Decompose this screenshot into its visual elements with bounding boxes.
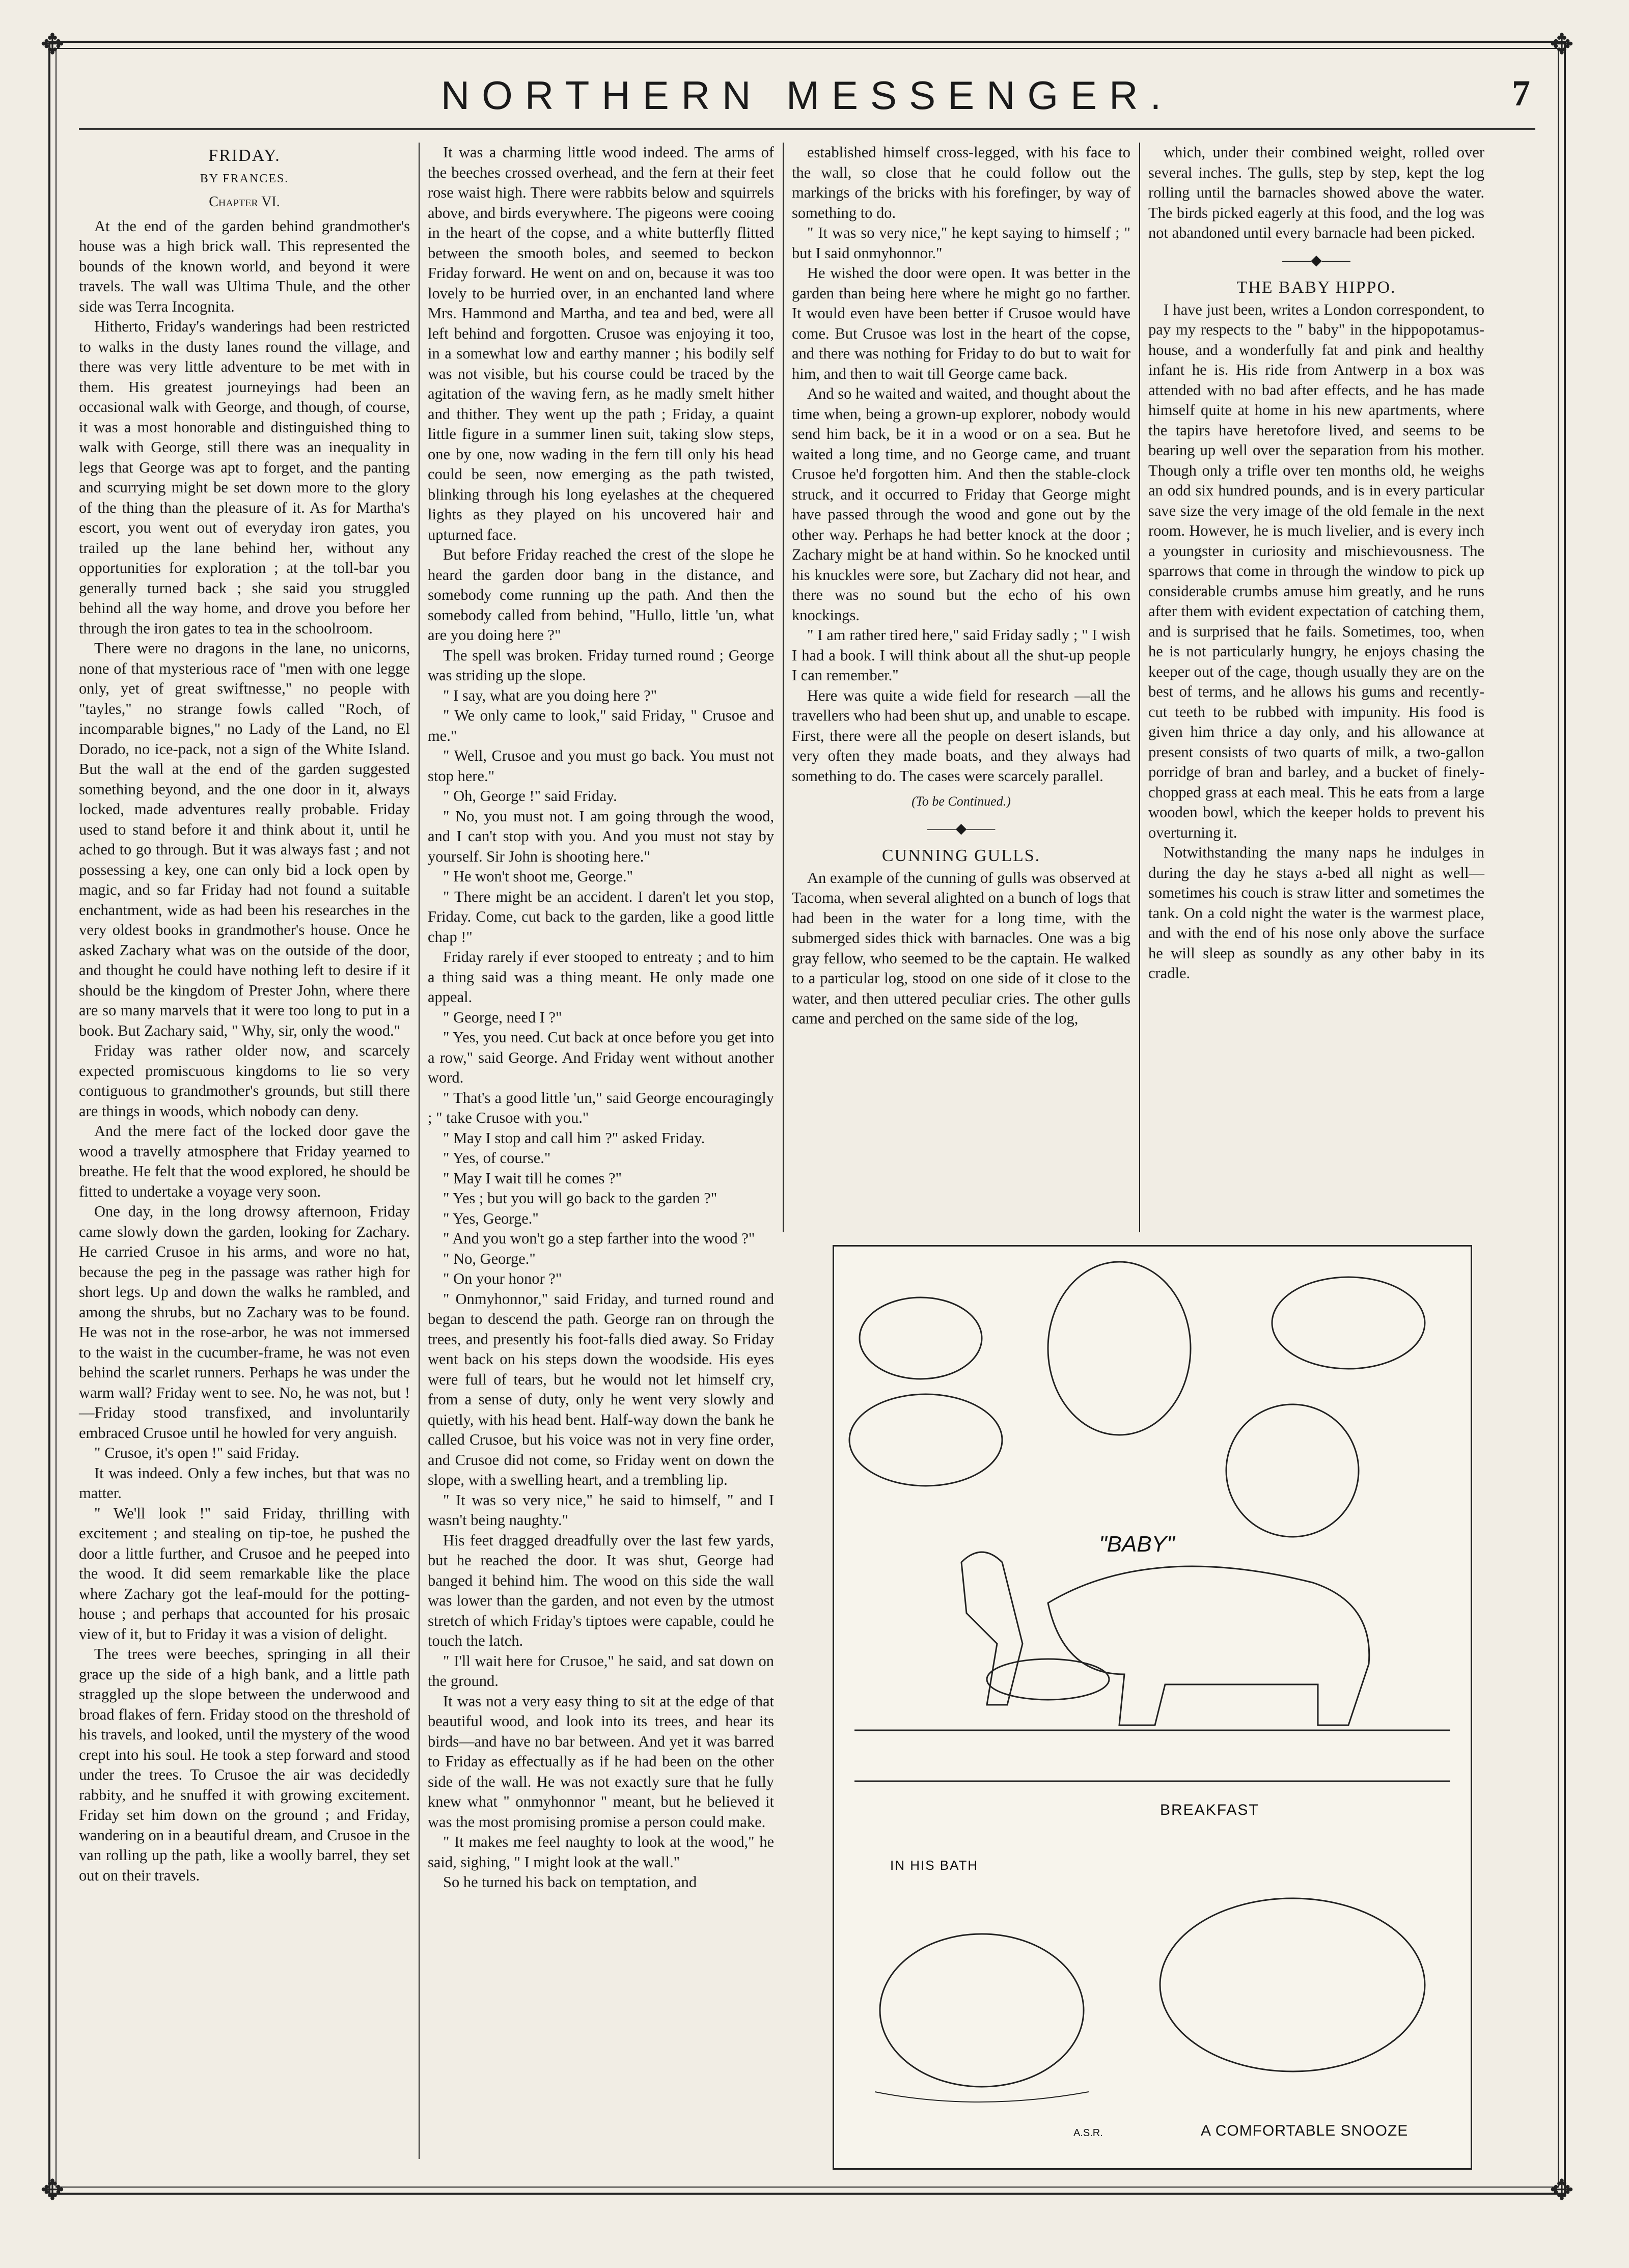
column-rule [1139,143,1140,1232]
paragraph: He wished the door were open. It was better in the garden than being here where he might go no farther. It would even have been better if Crusoe would have come. But Crusoe was lost in the heart of the copse, and there was nothing for Friday to do but to wait for him, and then to wait till George came back. [792,264,1130,382]
corner-ornament-icon: ✥ [1550,2174,1574,2207]
paragraph: " Onmyhonnor," said Friday, and turned round and began to descend the path. George ran on through the trees, and presently his foot-falls died away. So Friday went back on his steps down the woodside. His eyes were full of tears, but he would not let himself cry, from a sense of duty, only he went very slowly and quietly, with his head bent. Half-way down the bank he called Crusoe, but his voice was not in very fine order, and Crusoe did not come, so Friday went on down the slope, with a swelling heart, and a trembling lip. [428,1290,774,1488]
hippo-head-sketch [1048,1262,1191,1435]
divider-ornament-icon: ——◆—— [1282,252,1350,268]
paragraph: " Crusoe, it's open !" said Friday. [94,1444,299,1461]
paragraph: " Yes, George." [443,1209,539,1227]
paragraph: It was indeed. Only a few inches, but that was no matter. [79,1464,410,1502]
paragraph: Notwithstanding the many naps he indulges in during the day he stays a-bed all night as well—sometimes his couch is straw litter and sometimes the tank. On a cold night the water is the warmest place, and with the end of his nose only above the surface he will sleep as soundly as any other baby in its cradle. [1148,844,1484,982]
column-rule [419,143,420,2159]
paragraph: Hitherto, Friday's wanderings had been restricted to walks in the dusty lanes round the village, and there was very little adventure to be met with in them. His greatest journeyings had been an occasional walk with George, and though, of course, it was a most honorable and distinguished thing to walk with George, still there was an inequality in legs that George was apt to forget, and the panting and scurrying might be set down more to the glory of the thing than the pleasure of it. As for Martha's escort, you went out of everyday iron gates, you trailed up the lane behind her, without any opportunities for exploration ; at the toll-bar you generally turned back ; she said you struggled behind all the way home, and drove you before her through the iron gates to tea in the schoolroom. [79,318,410,637]
corner-ornament-icon: ✥ [40,28,65,61]
paragraph: " It was so very nice," he said to himself, " and I wasn't being naughty." [428,1491,774,1529]
paragraph: " I say, what are you doing here ?" [443,686,657,704]
paragraph: " It makes me feel naughty to look at the wood," he said, sighing, " I might look at the wall." [428,1833,774,1871]
article-title-gulls: CUNNING GULLS. [881,846,1041,865]
paragraph: Here was quite a wide field for research —all the travellers who had been shut up, and unable to escape. First, there were all the people on desert islands, but very often they made boats, and they always had something to do. The cases were scarcely parallel. [792,686,1130,785]
article-title-hippo: THE BABY HIPPO. [1236,278,1396,297]
caption-comfortable-snooze: A COMFORTABLE SNOOZE [1201,2122,1409,2139]
paragraph: " May I wait till he comes ?" [443,1169,622,1187]
hippo-head-sketch [1272,1277,1425,1369]
paragraph: " There might be an accident. I daren't let you stop, Friday. Come, cut back to the garden, like a good little chap !" [428,888,774,946]
paragraph: " On your honor ?" [443,1270,562,1287]
paragraph: It was not a very easy thing to sit at the edge of that beautiful wood, and look into its trees, and hear its birds—and have no bar between. And yet it was barred to Friday as effectually as if he had been on the other side of the wall. He was not exactly sure that he fully knew what " onmyhonnor " meant, but he believed it was the most promising promise a person could make. [428,1692,774,1831]
divider-ornament-icon: ——◆—— [927,820,996,837]
paragraph: " No, you must not. I am going through the wood, and I can't stop with you. And you must not stay by yourself. Sir John is shooting here." [428,807,774,865]
corner-ornament-icon: ✥ [1550,28,1574,61]
paragraph: At the end of the garden behind grandmother's house was a high brick wall. This represented the bounds of the known world, and beyond it were travels. The wall was Ultima Thule, and the other side was Terra Incognita. [79,217,410,315]
hippo-engraving [834,1247,1471,2168]
paragraph: " We'll look !" said Friday, thrilling with excitement ; and stealing on tip-toe, he pushed the door a little further, and Crusoe and he peeped into the wood. It did seem remarkable like the place where Zachary got the leaf-mould for the potting-house ; and perhaps that accounted for his prosaic view of it, but to Friday it was a vision of delight. [79,1504,410,1643]
column-4 [1148,143,1484,984]
corner-ornament-icon: ✥ [40,2174,65,2207]
paragraph: The spell was broken. Friday turned round ; George was striding up the slope. [428,646,774,684]
paragraph: I have just been, writes a London correspondent, to pay my respects to the " baby" in the hippopotamus-house, and a wonderfully fat and pink and healthy infant he is. His ride from Antwerp in a box was attended with no bad after effects, and he has made himself quite at home in his new apartments, where the tapirs have heretofore lived, and seems to be bearing up well over the separation from his mother. Though only a trifle over ten months old, he weighs an odd six hundred pounds, and is in every particular save size the very image of the old female in the next room. However, he is much livelier, and is every inch a youngster in curiosity and mischievousness. The sparrows that come in through the window to pick up considerable crumbs amuse him greatly, and he runs after them with evident expectation of catching them, and is surprised that he fails. Sometimes, too, when he is not particularly hungry, he enjoys chasing the keeper out of the cage, though usually they are on the best of terms, and he allows his gums and recently-cut teeth to be rubbed with impunity. His food is given him thrice a day only, and his allowance at present consists of two quarts of milk, a two-gallon porridge of bran and barley, and a bucket of finely-chopped grass at each meal. This he eats from a large wooden bowl, which the keeper holds to prevent his overturning it. [1148,300,1484,841]
paragraph: " It was so very nice," he kept saying to himself ; " but I said onmyhonnor." [792,224,1130,262]
hippo-head-sketch [849,1394,1002,1486]
paragraph: " Yes, you need. Cut back at once before you get into a row," said George. And Friday went without another word. [428,1029,774,1086]
paragraph: One day, in the long drowsy afternoon, Friday came slowly down the garden, looking for Zachary. He carried Crusoe in his arms, and wore no hat, because the peg in the passage was rather high for short legs. Up and down the walks he rambled, and among the shrubs, but no Zachary was to be found. He was not in the rose-arbor, he was not immersed to the waist in the cucumber-frame, he was not even behind the scarlet runners. Perhaps he was under the warm wall? Friday went to see. No, he was not, but !—Friday stood transfixed, and involuntarily embraced Crusoe until he howled for very anguish. [79,1203,410,1442]
snoozing-hippo-sketch [1160,1898,1425,2071]
caption-in-his-bath: IN HIS BATH [890,1858,979,1873]
paragraph: But before Friday reached the crest of the slope he heard the garden door bang in the distance, and somebody come running up the path. And then the somebody called from behind, "Hullo, little 'un, what are you doing here ?" [428,546,774,644]
paragraph: Friday rarely if ever stooped to entreaty ; and to him a thing said was a thing meant. He only made one appeal. [428,948,774,1006]
paragraph: established himself cross-legged, with his face to the wall, so close that he could follow out the markings of the bricks with his forefinger, by way of something to do. [792,144,1130,222]
paragraph: " Oh, George !" said Friday. [443,787,617,805]
paragraph: The trees were beeches, springing in all their grace up the side of a high bank, and a little path straggled up the slope between the underwood and broad flakes of fern. Friday stood on the threshold of his travels, and looked, until the mystery of the wood crept into his soul. He took a step forward and stood under the trees. To Crusoe the air was decidedly rabbity, and he snuffed it with growing excitement. Friday set him down on the ground ; and Friday, wandering on in a beautiful dream, and Crusoe in the van rolling up the path, like a woolly barrel, they set out on their travels. [79,1645,410,1884]
column-rule [783,143,784,1232]
feeding-bowl [987,1659,1109,1700]
paragraph: " I'll wait here for Crusoe," he said, and sat down on the ground. [428,1652,774,1690]
paragraph: " We only came to look," said Friday, " Crusoe and me." [428,707,774,744]
paragraph: And so he waited and waited, and thought about the time when, being a grown-up explorer, nobody would send him back, be it in a wood or on a sea. But he waited a long time, and no George came, and truant Crusoe he'd forgotten him. And then the stable-clock struck, and it occurred to Friday that George might have passed through the wood and gone out by the other way. Perhaps he had better knock at the door ; Zachary might be at hand within. So he knocked until his knuckles were sore, but Zachary did not hear, and there was no sound but the echo of his own knockings. [792,385,1130,624]
chapter-heading: Chapter VI. [209,194,280,210]
paragraph: An example of the cunning of gulls was observed at Tacoma, when several alighted on a bunch of logs that had been in the water for a long time, with the submerged sides thick with barnacles. One was a big gray fellow, who seemed to be the captain. He walked to a particular log, stood on one side of it close to the water, and then uttered peculiar cries. The other gulls came and perched on the same side of the log, [792,869,1130,1027]
paragraph: There were no dragons in the lane, no unicorns, none of that mysterious race of "men with one legge only, yet of great swiftnesse," no people with "tayles," no strange fowls called "Roch, of incomparable bignes," no Lady of the Land, no El Dorado, no ice-pack, not a sign of the White Island. But the wall at the end of the garden suggested something beyond, and the one door in it, always locked, made adventures really probable. Friday used to stand before it and think about it, until he ached to go through. But it was always fast ; and not possessing a key, one can only bid a lock open by magic, and so far Friday had not found a suitable enchantment, wide as had been his researches in the very oldest books in grandmother's house. Once he asked Zachary what was on the outside of the door, and thought he could have nothing left to desire if it should be the kingdom of Prester John, where there are so many marvels that it were too long to put in a book. But Zachary said, " Why, sir, only the wood." [79,640,410,1039]
column-3 [792,143,1130,1029]
hippo-body-sketch [1048,1566,1369,1725]
newspaper-page [40,28,1574,2207]
masthead-title: NORTHERN MESSENGER. [440,73,1174,118]
caption-baby: "BABY" [1099,1532,1175,1557]
paragraph: " I am rather tired here," said Friday sadly ; " I wish I had a book. I will think about all the shut-up people I can remember." [792,626,1130,684]
paragraph: Friday was rather older now, and scarcely expected promiscuous kingdoms to lie so very contiguous to grandmother's grounds, but still there are things in woods, which nobody can deny. [79,1042,410,1120]
byline: BY FRANCES. [200,172,289,185]
keeper-figure [961,1552,1023,1705]
baby-hippo-illustration [833,1245,1472,2170]
paragraph: " May I stop and call him ?" asked Friday. [443,1129,705,1147]
paragraph: It was a charming little wood indeed. The arms of the beeches crossed overhead, and the fern at their feet rose waist high. There were rabbits below and squirrels above, and birds everywhere. The pigeons were cooing in the heart of the copse, and a white butterfly flitted between the smooth boles, and seemed to beckon Friday forward. He went on and on, because it was too lovely to be hurried over, in an enchanted land where Mrs. Hammond and Martha, and tea and bed, were all left behind and forgotten. Crusoe was enjoying it too, in a somewhat low and earthy manner ; his bodily self was not visible, but his course could be traced by the agitation of the waving fern, as he madly smelt hither and thither. They went up the path ; Friday, a quaint little figure in a summer linen suit, taking slow steps, one by one, now wading in the fern till only his head could be seen, now emerging as the path twisted, blinking through his long eyelashes at the chequered lights as they played on his uncovered hair and upturned face. [428,144,774,543]
paragraph: which, under their combined weight, rolled over several inches. The gulls, step by step, kept the log rolling until the barnacles showed above the water. The birds picked eagerly at this food, and the log was not abandoned until every barnacle had been picked. [1148,144,1484,241]
column-1 [79,143,410,1886]
paragraph: " That's a good little 'un," said George encouragingly ; " take Crusoe with you." [428,1089,774,1126]
paragraph: " He won't shoot me, George." [443,868,633,885]
paragraph: His feet dragged dreadfully over the last few yards, but he reached the door. It was shut, George had banged it behind him. The wood on this side the wall was lower than the garden, and not even by the utmost stretch of which Friday's tiptoes were capable, could he touch the latch. [428,1531,774,1649]
bath-hippo-sketch [880,1934,1084,2087]
page-number: 7 [1512,73,1530,114]
paragraph: " Well, Crusoe and you must go back. You must not stop here." [428,747,774,785]
article-title-friday: FRIDAY. [208,146,281,165]
masthead [79,72,1535,130]
caption-breakfast: BREAKFAST [1160,1802,1259,1818]
column-2 [428,143,774,1893]
paragraph: " No, George." [443,1250,536,1267]
paragraph: So he turned his back on temptation, and [443,1873,697,1891]
to-be-continued: (To be Continued.) [912,794,1011,809]
paragraph: " And you won't go a step farther into the wood ?" [443,1230,755,1247]
paragraph: " Yes, of course." [443,1149,551,1167]
hippo-head-sketch [860,1297,982,1379]
paragraph: And the mere fact of the locked door gave the wood a travelly atmosphere that Friday yearned to breathe. He felt that the wood explored, he should be fitted to undertake a voyage very soon. [79,1122,410,1200]
artist-signature: A.S.R. [1073,2127,1103,2139]
paragraph: " Yes ; but you will go back to the garden ?" [443,1190,717,1207]
paragraph: " George, need I ?" [443,1008,562,1026]
hippo-head-sketch [1226,1404,1359,1537]
